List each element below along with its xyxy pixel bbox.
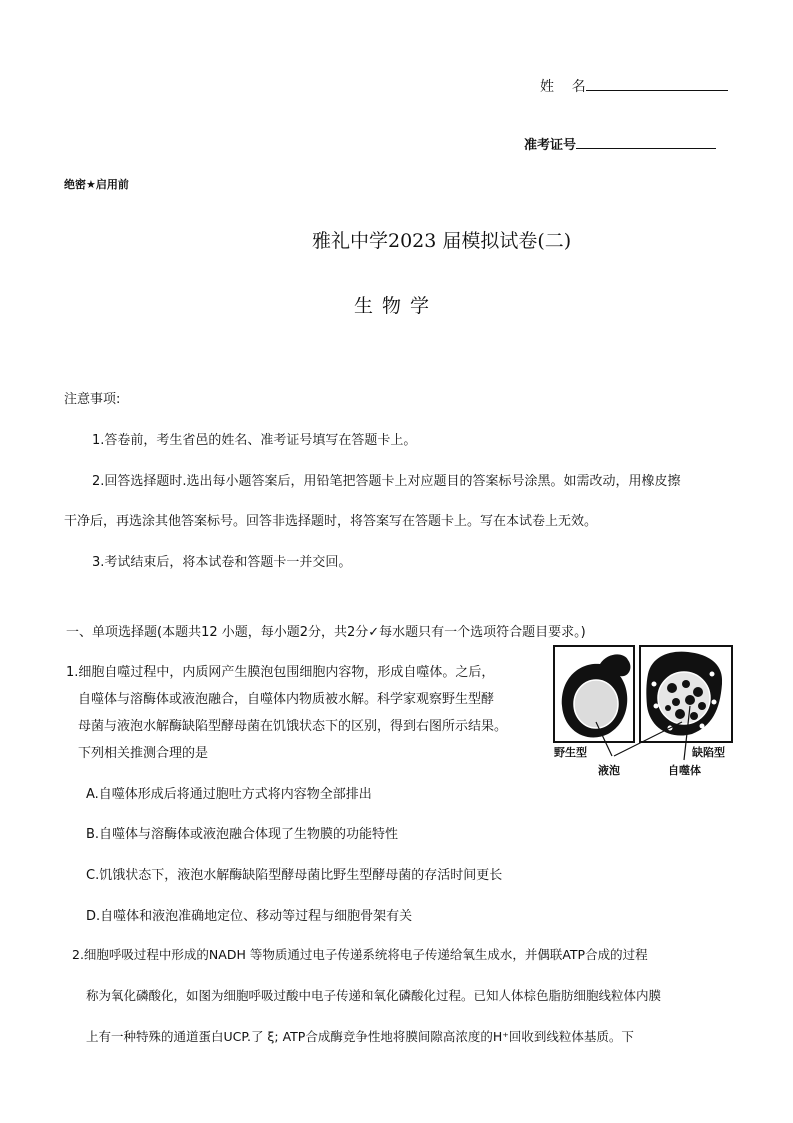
q1-line-3: 母菌与液泡水解酶缺陷型酵母菌在饥饿状态下的区别，得到右图所示结果。 [78,719,508,734]
q2-line-3: 上有一种特殊的通道蛋白UCP.了 ξ; ATP合成酶竞争性地将膜间隙高浓度的H⁺回收到线粒体基质。下 [86,1029,634,1044]
name-field [540,76,728,96]
label-vacuole: 液泡 [598,764,620,777]
label-autophagosome: 自噬体 [668,764,701,777]
q1-line-4: 下列相关推测合理的是 [78,746,209,761]
exam-id-blank-line[interactable] [576,134,716,149]
q1-option-c: C.饥饿状态下，液泡水解酶缺陷型酵母菌比野生型酵母菌的存活时间更长 [86,868,503,883]
yeast-cell-figure [552,644,734,778]
q1-option-a: A.自噬体形成后将通过胞吐方式将内容物全部排出 [86,787,372,802]
exam-id-label: 准考证号 [524,138,577,153]
q1-option-d: D.自噬体和液泡准确地定位、移动等过程与细胞骨架有关 [86,909,413,924]
note-item-2: 2.回答选择题时.选出每小题答案后，用铅笔把答题卡上对应题目的答案标号涂黑。如需改动，用橡皮擦 [92,474,681,489]
q2-line-1: 2.细胞呼吸过程中形成的NADH 等物质通过电子传递系统将电子传递给氧生成水，并偶联ATP合成的过程 [72,947,648,962]
note-item-3: 3.考试结束后，将本试卷和答题卡一并交回。 [92,555,352,570]
exam-id-field [524,134,716,153]
subject-title: 生物学 [354,295,439,317]
q1-line-2: 自噬体与溶酶体或液泡融合，自噬体内物质被水解。科学家观察野生型酵 [78,692,495,707]
q2-line-2: 称为氧化磷酸化，如图为细胞呼吸过酸中电子传递和氧化磷酸化过程。已知人体棕色脂肪细胞线粒体内膜 [86,988,662,1003]
page-title: 雅礼中学2023 届模拟试卷(二) [312,230,572,252]
label-defect-type: 缺陷型 [692,746,725,759]
secret-label: 绝密★启用前 [64,178,129,191]
wild-type-vacuole [574,680,618,728]
section-title: 一、单项选择题(本题共12 小题，每小题2分，共2分✓每水题只有一个选项符合题目要求。) [66,625,586,640]
note-item-2-continued: 干净后，再选涂其他答案标号。回答非选择题时，将答案写在答题卡上。写在本试卷上无效。 [64,514,598,529]
name-blank-line[interactable] [586,76,728,91]
note-item-1: 1.答卷前，考生省邑的姓名、准考证号填写在答题卡上。 [92,433,417,448]
q1-option-b: B.自噬体与溶酶体或液泡融合体现了生物膜的功能特性 [86,827,399,842]
notes-heading: 注意事项: [64,392,121,407]
q1-line-1: 1.细胞自噬过程中，内质网产生膜泡包围细胞内容物，形成自噬体。之后， [66,665,495,680]
label-wild-type: 野生型 [554,746,587,759]
name-label: 姓 名 [540,79,586,95]
